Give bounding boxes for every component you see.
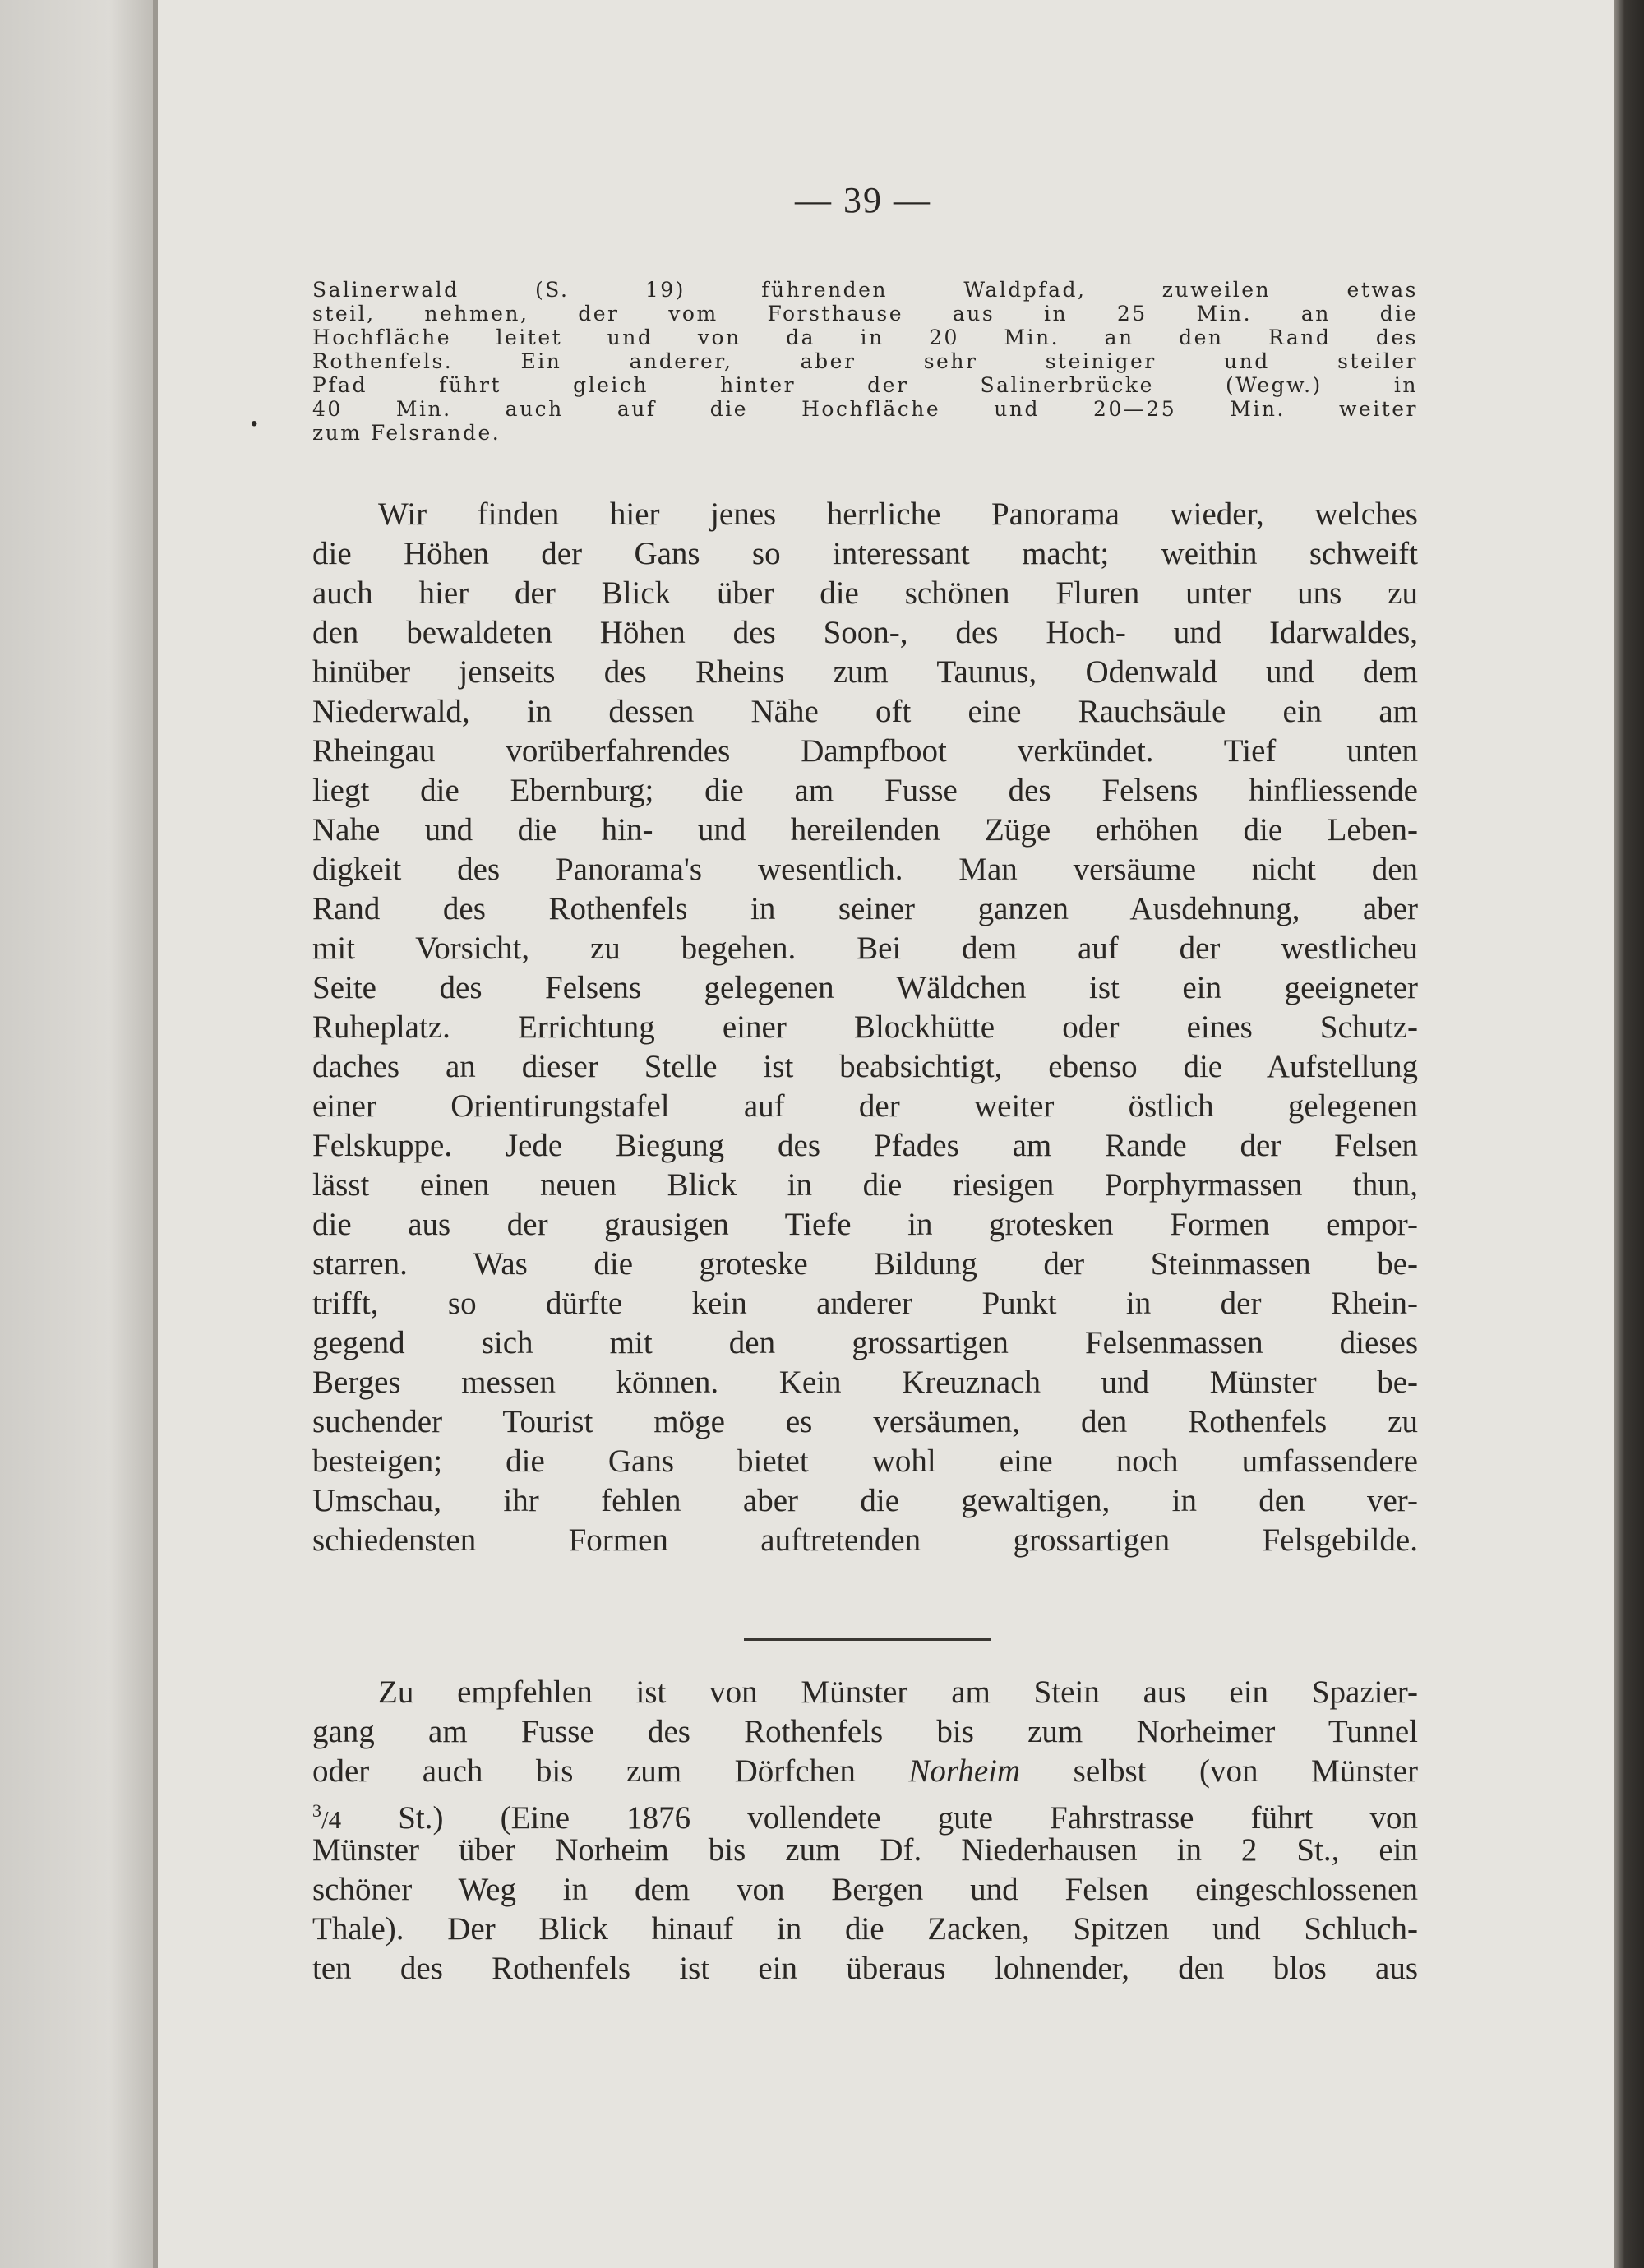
text-line: gegend sich mit den grossartigen Felsenmassen dieses: [312, 1325, 1418, 1360]
text-line: hinüber jenseits des Rheins zum Taunus, Odenwald und dem: [312, 654, 1418, 690]
small-print-line: Salinerwald (S. 19) führenden Waldpfad, zuweilen etwas: [312, 278, 1418, 302]
text-line: die aus der grausigen Tiefe in grotesken Formen empor-: [312, 1207, 1418, 1242]
text-line: besteigen; die Gans bietet wohl eine noch umfassendere: [312, 1443, 1418, 1479]
small-print-block: [312, 278, 1418, 445]
text-line: trifft, so dürfte kein anderer Punkt in der Rhein-: [312, 1286, 1418, 1321]
text-line: starren. Was die groteske Bildung der Steinmassen be-: [312, 1246, 1418, 1282]
section-divider: [744, 1638, 991, 1641]
text-segment: selbst (von Münster: [1020, 1753, 1418, 1789]
page-edge-shadow: [1614, 0, 1644, 2268]
text-line: Zu empfehlen ist von Münster am Stein aus ein Spazier-: [378, 1674, 1418, 1710]
text-line: lässt einen neuen Blick in die riesigen Porphyrmassen thun,: [312, 1167, 1418, 1203]
text-line: Rheingau vorüberfahrendes Dampfboot verkündet. Tief unten: [312, 733, 1418, 769]
text-line: gang am Fusse des Rothenfels bis zum Norheimer Tunnel: [312, 1714, 1418, 1749]
small-print-line: Pfad führt gleich hinter der Salinerbrücke (Wegw.) in: [312, 373, 1418, 397]
text-line: Felskuppe. Jede Biegung des Pfades am Rande der Felsen: [312, 1128, 1418, 1163]
text-line: Nahe und die hin- und hereilenden Züge erhöhen die Leben-: [312, 812, 1418, 848]
text-segment: St.) (Eine 1876 vollendete gute Fahrstrasse führt von: [341, 1800, 1418, 1836]
paragraph-1: [312, 495, 1418, 1560]
fraction-numerator: 3: [312, 1800, 321, 1821]
small-print-line: Hochfläche leitet und von da in 20 Min. an den Rand des: [312, 326, 1418, 349]
text-line: schiedensten Formen auftretenden grossartigen Felsgebilde.: [312, 1522, 1418, 1558]
scan-left-margin: [0, 0, 156, 2268]
text-line: einer Orientirungstafel auf der weiter östlich gelegenen: [312, 1088, 1418, 1124]
text-line: Berges messen können. Kein Kreuznach und Münster be-: [312, 1365, 1418, 1400]
text-line: liegt die Ebernburg; die am Fusse des Felsens hinfliessende: [312, 773, 1418, 808]
text-line: [312, 1752, 1418, 1791]
small-print-line: Rothenfels. Ein anderer, aber sehr steiniger und steiler: [312, 349, 1418, 373]
paragraph-2: [312, 1673, 1418, 1989]
text-line: Ruheplatz. Errichtung einer Blockhütte oder eines Schutz-: [312, 1009, 1418, 1045]
text-line: suchender Tourist möge es versäumen, den Rothenfels zu: [312, 1404, 1418, 1439]
text-line: schöner Weg in dem von Bergen und Felsen eingeschlossenen: [312, 1872, 1418, 1907]
place-name-italic: Norheim: [908, 1753, 1021, 1789]
text-line: daches an dieser Stelle ist beabsichtigt, ebenso die Aufstellung: [312, 1049, 1418, 1084]
small-print-line: 40 Min. auch auf die Hochfläche und 20—25 Min. weiter: [312, 397, 1418, 421]
text-line: digkeit des Panorama's wesentlich. Man versäume nicht den: [312, 852, 1418, 887]
text-segment: oder auch bis zum Dörfchen: [312, 1753, 909, 1789]
fraction-denominator: /4: [321, 1805, 342, 1834]
text-line: Rand des Rothenfels in seiner ganzen Ausdehnung, aber: [312, 891, 1418, 926]
text-line: ten des Rothenfels ist ein überaus lohnender, den blos aus: [312, 1951, 1418, 1986]
small-print-line: steil, nehmen, der vom Forsthause aus in 25 Min. an die: [312, 302, 1418, 326]
text-line: Münster über Norheim bis zum Df. Niederhausen in 2 St., ein: [312, 1832, 1418, 1868]
page-number: — 39 —: [795, 180, 931, 220]
text-line: Niederwald, in dessen Nähe oft eine Rauchsäule ein am: [312, 694, 1418, 729]
text-line: mit Vorsicht, zu begehen. Bei dem auf der westlicheu: [312, 931, 1418, 966]
text-line: auch hier der Blick über die schönen Fluren unter uns zu: [312, 575, 1418, 611]
text-line: Umschau, ihr fehlen aber die gewaltigen, in den ver-: [312, 1483, 1418, 1518]
text-line: die Höhen der Gans so interessant macht; weithin schweift: [312, 536, 1418, 571]
text-line: Wir finden hier jenes herrliche Panorama wieder, welches: [378, 497, 1418, 532]
margin-dot: •: [251, 413, 258, 435]
text-line: Seite des Felsens gelegenen Wäldchen ist ein geeigneter: [312, 970, 1418, 1005]
text-line: den bewaldeten Höhen des Soon-, des Hoch- und Idarwaldes,: [312, 615, 1418, 650]
text-line: [312, 1791, 1418, 1836]
small-print-line: zum Felsrande.: [312, 421, 501, 445]
text-line: Thale). Der Blick hinauf in die Zacken, Spitzen und Schluch-: [312, 1911, 1418, 1947]
